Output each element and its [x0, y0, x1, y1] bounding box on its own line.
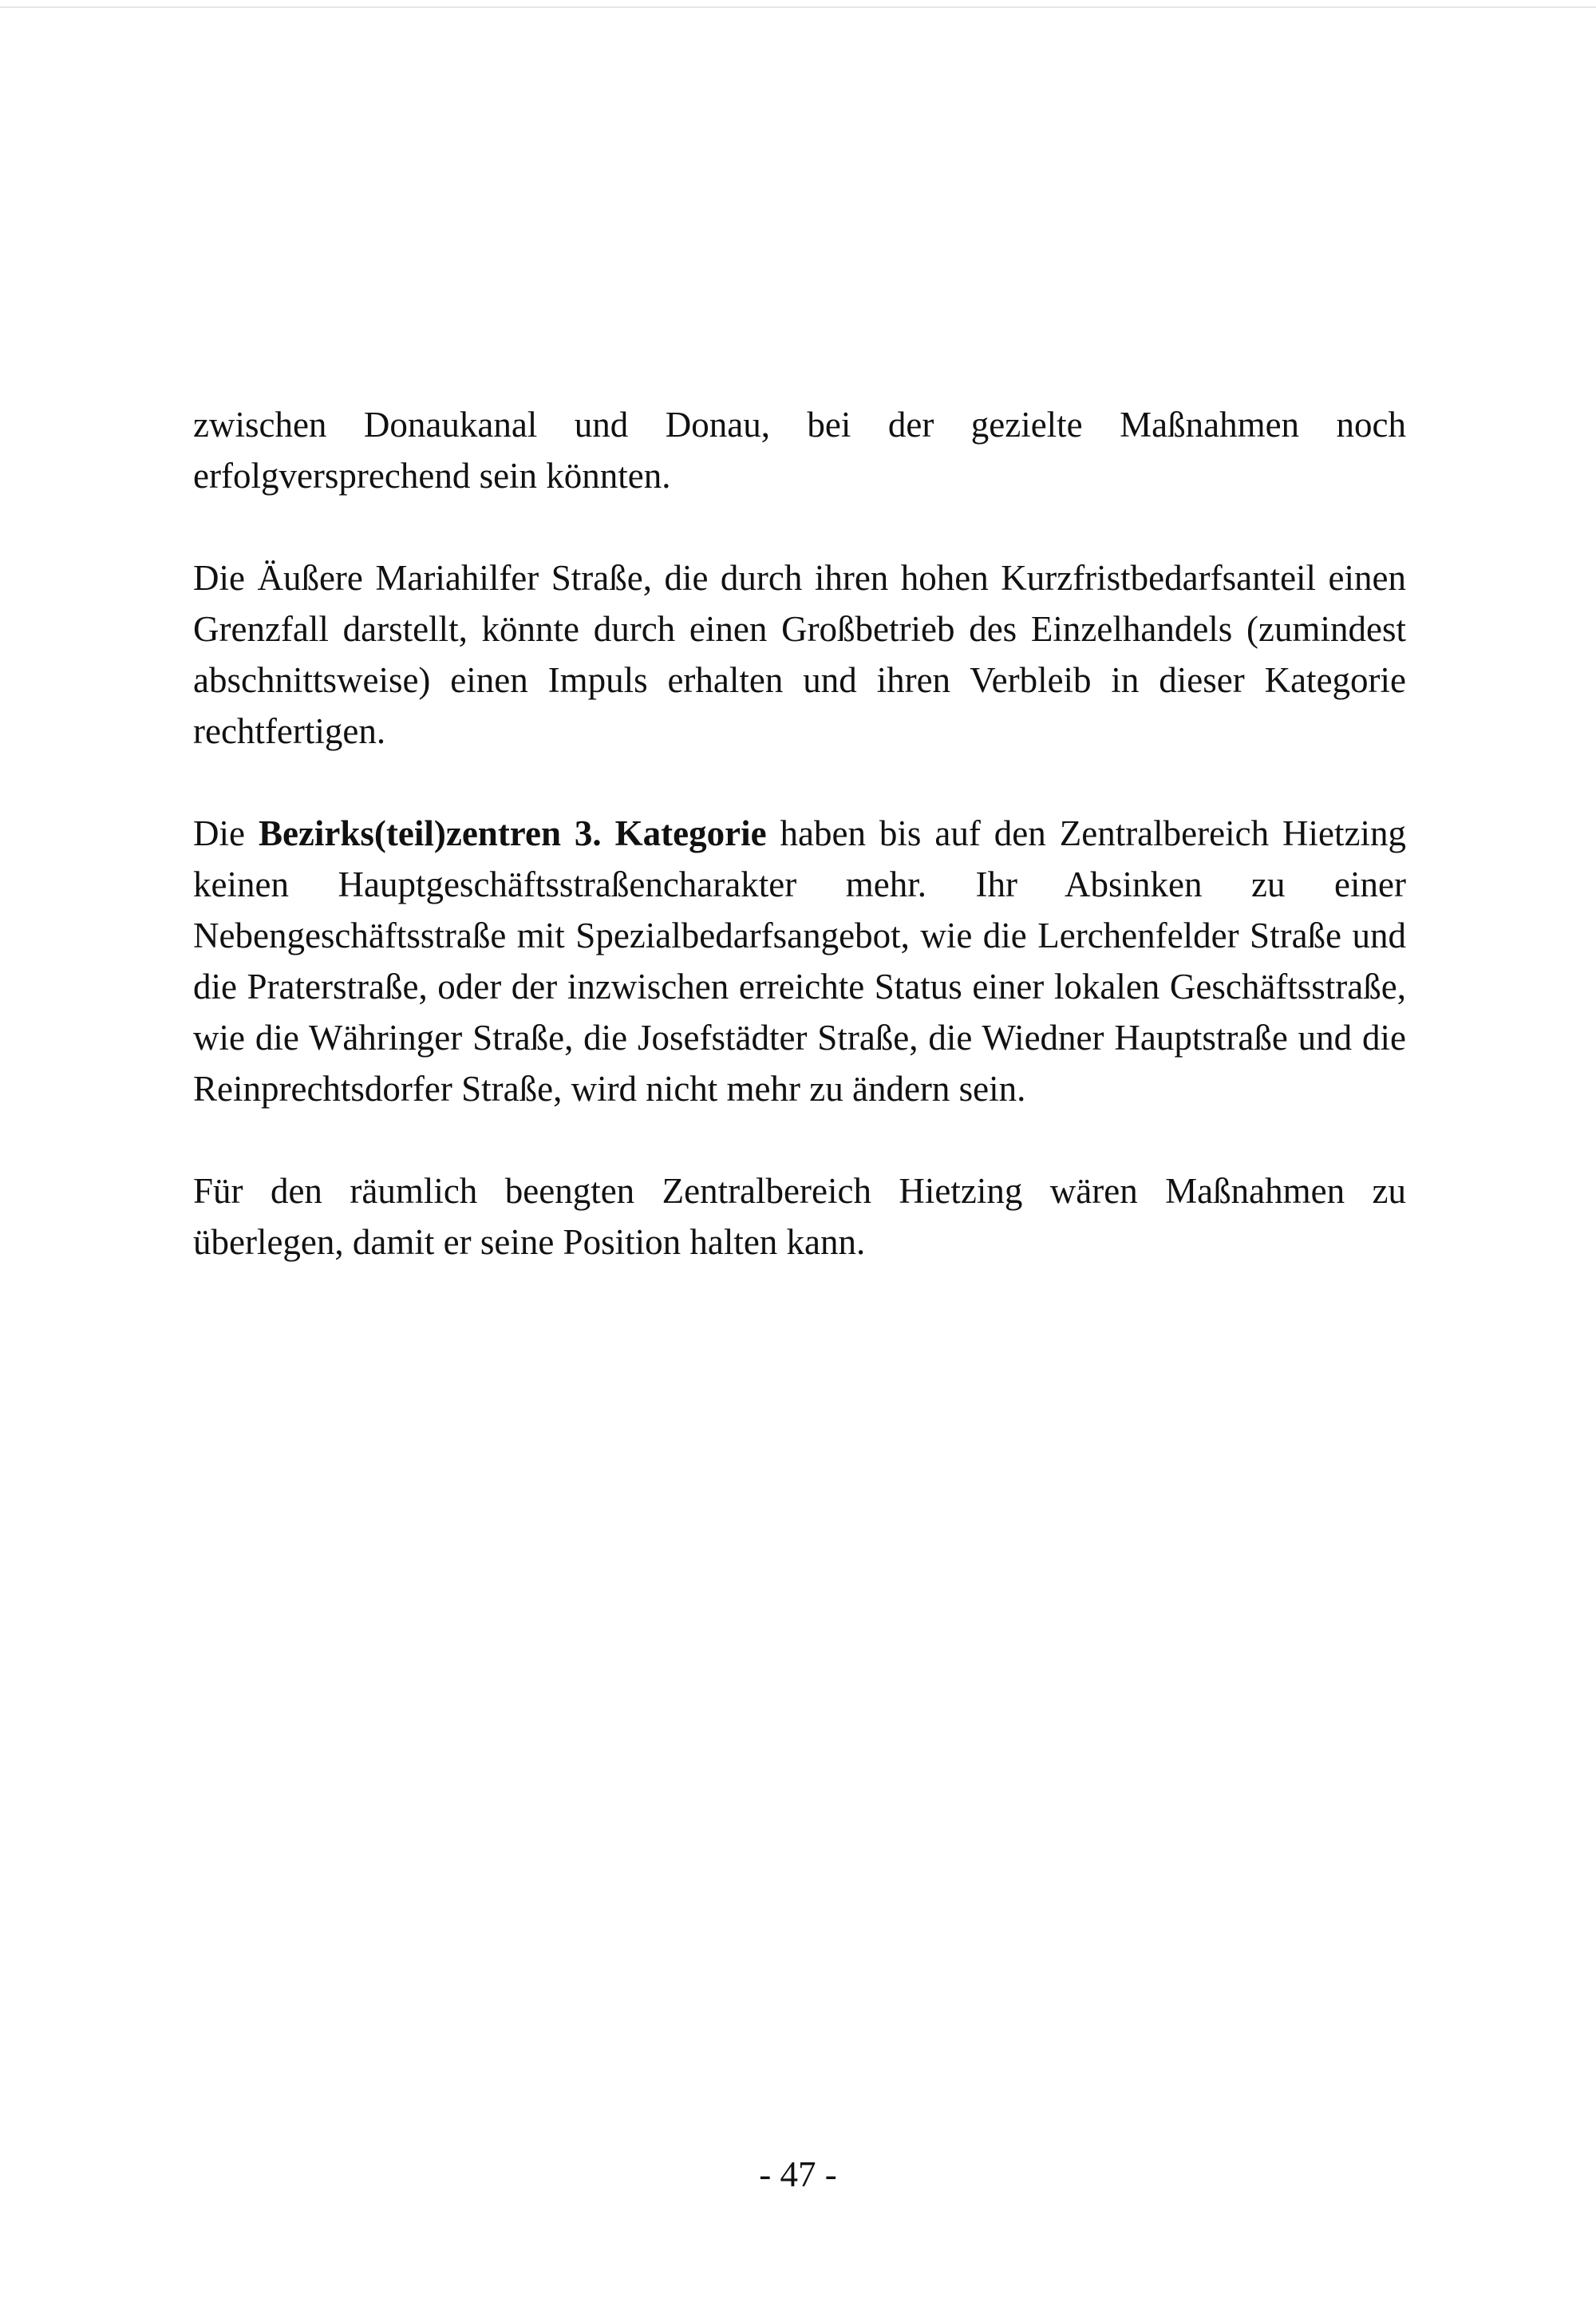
body-text	[193, 399, 1406, 1319]
page-top-edge	[0, 6, 1596, 8]
paragraph-3-rest: haben bis auf den Zentralbereich Hietzing keinen Hauptgeschäftsstraßencharakter mehr. Ihr Absinken zu einer Nebengeschäftsstraße mit Spezialbedarfsangebot, wie die Lerchenfelder Straße und die Praterstraße, oder der inzwischen erreichte Status einer lokalen Geschäftsstraße, wie die Währinger Straße, die Josefstädter Straße, die Wiedner Hauptstraße und die Reinprechtsdorfer Straße, wird nicht mehr zu ändern sein.	[193, 813, 1406, 1109]
paragraph-3	[193, 808, 1406, 1114]
paragraph-4: Für den räumlich beengten Zentralbereich Hietzing wären Maßnahmen zu überlegen, damit er seine Position halten kann.	[193, 1171, 1406, 1262]
paragraph-2: Die Äußere Mariahilfer Straße, die durch ihren hohen Kurzfristbedarfsanteil einen Grenzfall darstellt, könnte durch einen Großbetrieb des Einzelhandels (zumindest abschnittsweise) einen Impuls erhalten und ihren Verbleib in dieser Kategorie rechtfertigen.	[193, 558, 1406, 751]
paragraph-1: zwischen Donaukanal und Donau, bei der gezielte Maßnahmen noch erfolgversprechend sein könnten.	[193, 405, 1406, 496]
page-number: - 47 -	[759, 2154, 837, 2194]
paragraph-3-prefix: Die	[193, 813, 259, 853]
paragraph-3-bold-term: Bezirks(teil)zentren 3. Kategorie	[258, 813, 767, 853]
